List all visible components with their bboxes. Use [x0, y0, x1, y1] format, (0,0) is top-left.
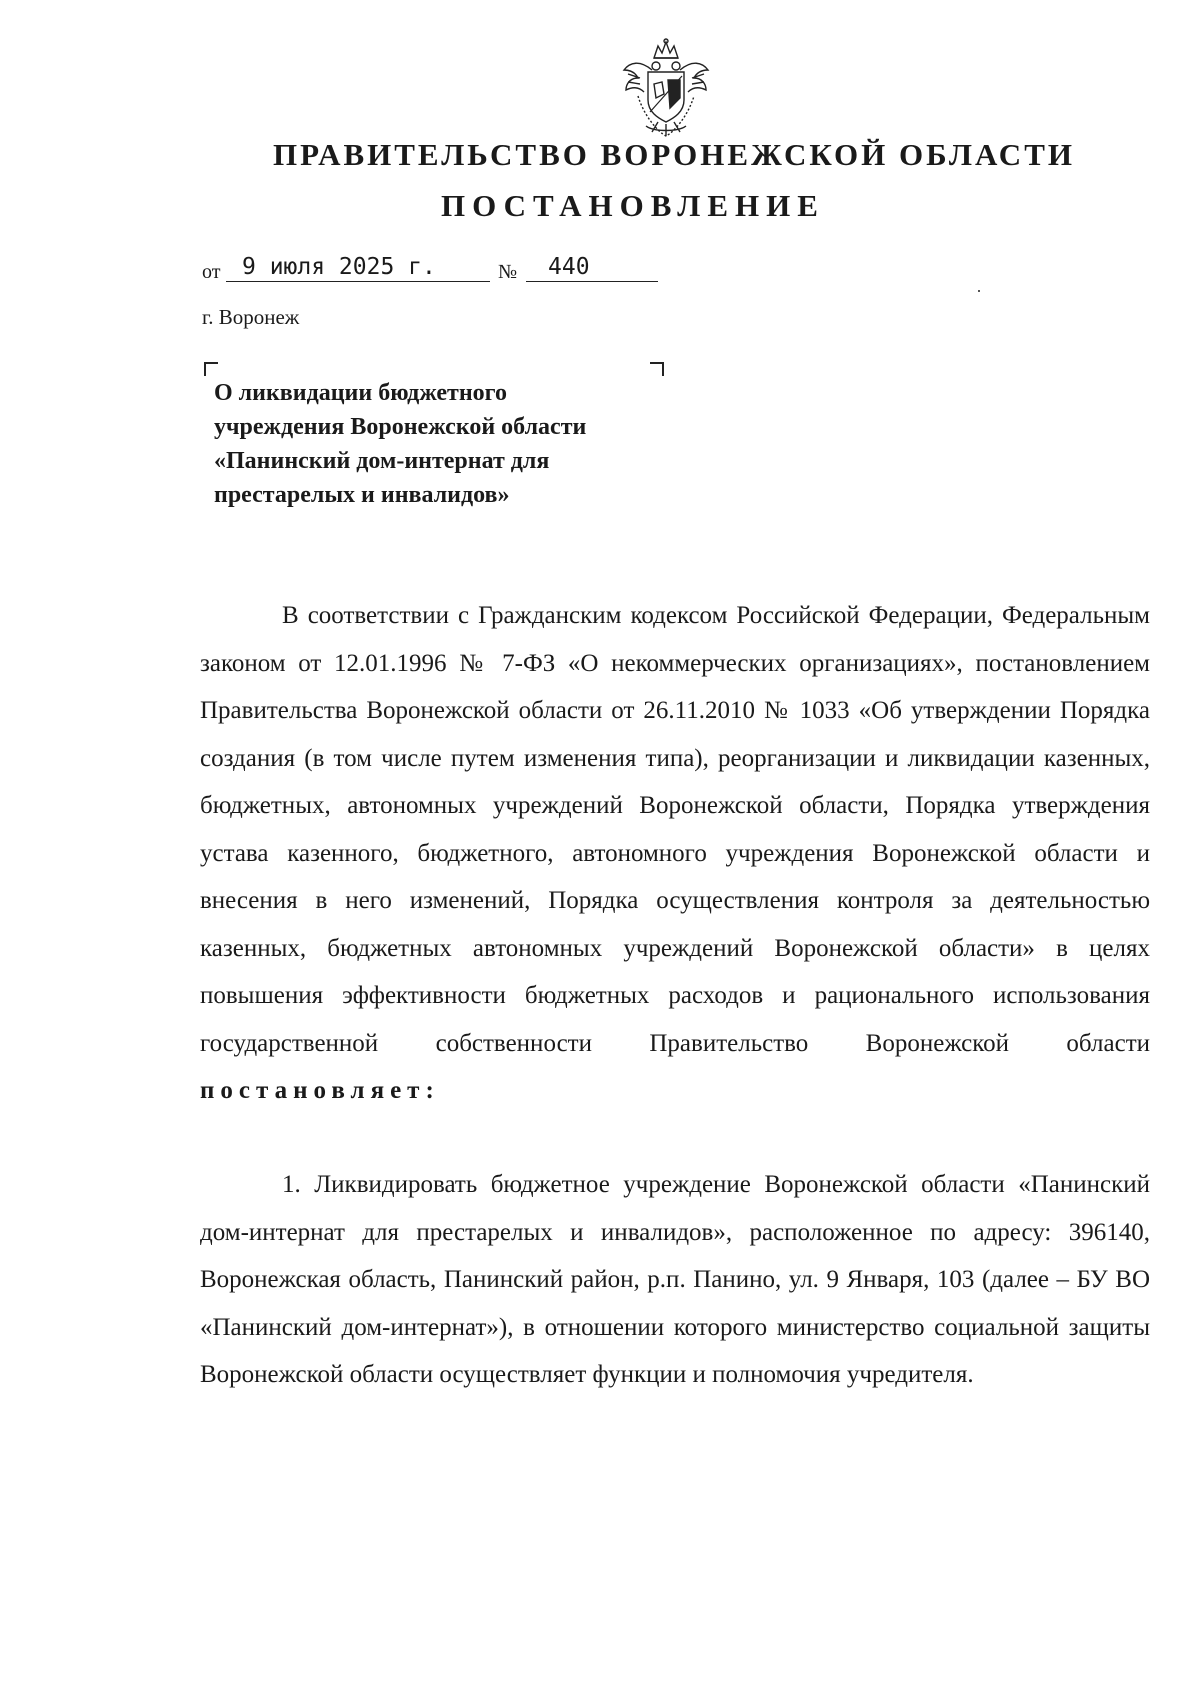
subject-corner-left [204, 362, 218, 376]
subject-line: учреждения Воронежской области [214, 414, 587, 440]
government-title: ПРАВИТЕЛЬСТВО ВОРОНЕЖСКОЙ ОБЛАСТИ [273, 137, 1075, 172]
number-underline [526, 281, 658, 282]
subject-line: О ликвидации бюджетного [214, 380, 507, 406]
number-value: 440 [548, 254, 590, 280]
date-underline [226, 281, 490, 282]
coat-of-arms-icon [618, 36, 714, 142]
subject-heading [214, 376, 586, 512]
preamble-paragraph [200, 592, 1150, 1115]
city-label: г. Воронеж [202, 305, 300, 329]
resolves-word: постановляет: [200, 1077, 440, 1104]
subject-line: престарелых и инвалидов» [214, 482, 510, 508]
preamble-text: В соответствии с Гражданским кодексом Российской Федерации, Федеральным законом от 12.01.1996 № 7-ФЗ «О некоммерческих организациях», постановлением Правительства Воронежской области от 26.11.2010 № 1033 «Об утверждении Порядка создания (в том числе путем изменения типа), реорганизации и ликвидации казенных, бюджетных, автономных учреждений Воронежской области, Порядка утверждения устава казенного, бюджетного, автономного учреждения Воронежской области и внесения в него изменений, Порядка осуществления контроля за деятельностью казенных, бюджетных автономных учреждений Воронежской области» в целях повышения эффективности бюджетных расходов и рационального использования государственной собственности Правительство Воронежской области [200, 602, 1150, 1057]
date-prefix: от [202, 261, 221, 283]
subject-line: «Панинский дом-интернат для [214, 448, 550, 474]
document-type: ПОСТАНОВЛЕНИЕ [441, 188, 825, 223]
date-value: 9 июля 2025 г. [242, 254, 436, 280]
scan-speck [978, 290, 980, 292]
number-prefix: № [498, 261, 518, 283]
item-1-paragraph: 1. Ликвидировать бюджетное учреждение Воронежской области «Панинский дом-интернат для престарелых и инвалидов», расположенное по адресу: 396140, Воронежская область, Панинский район, р.п. Панино, ул. 9 Января, 103 (далее – БУ ВО «Панинский дом-интернат»), в отношении которого министерство социальной защиты Воронежской области осуществляет функции и полномочия учредителя. [200, 1171, 1150, 1388]
subject-corner-right [650, 362, 664, 376]
